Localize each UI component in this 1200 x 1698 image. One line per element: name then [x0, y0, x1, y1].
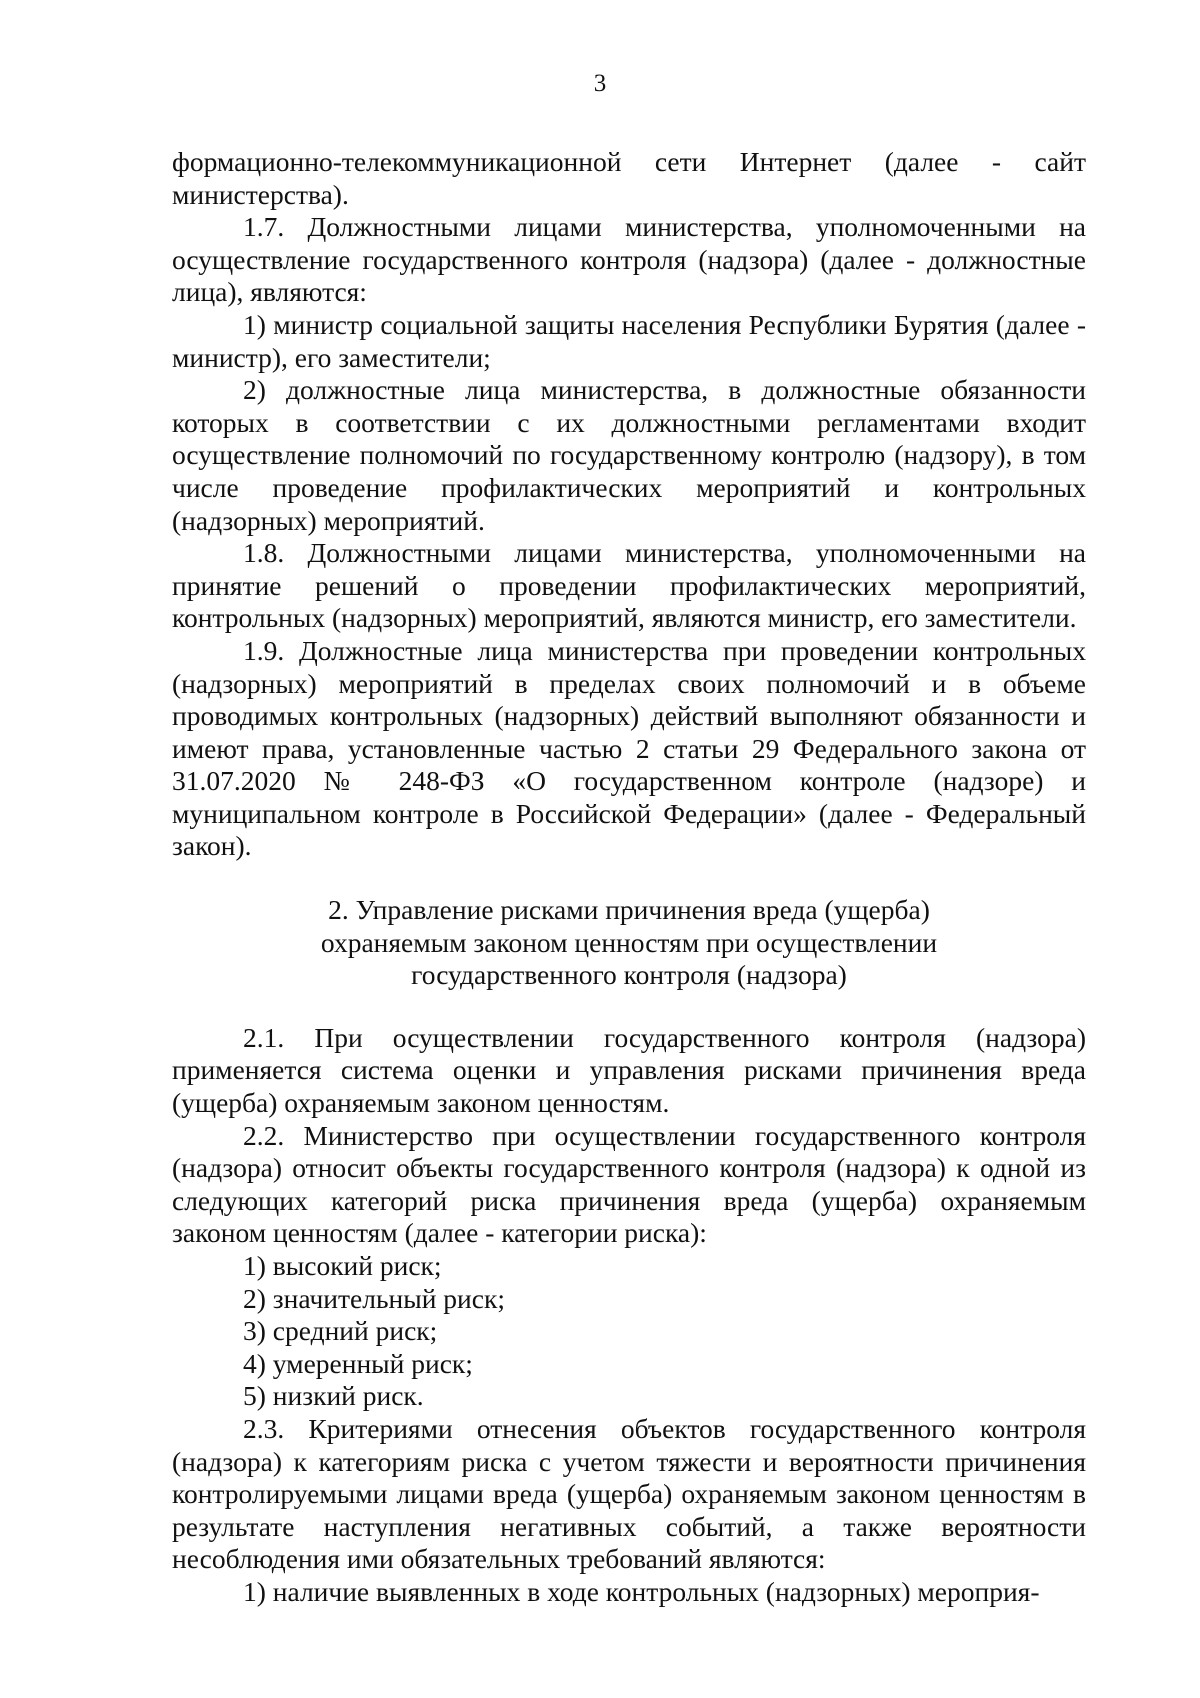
list-item-risk-moderate: 4) умеренный риск; — [243, 1347, 473, 1379]
paragraph-1-9: 1.9. Должностные лица министерства при проведении контрольных (надзорных) мероприятий в пределах своих полномочий и в объеме проводимых контрольных (надзорных) действий выполняют обязанности и имеют права, установленные частью 2 статьи 29 Федерального закона от 31.07.2020 № 248-ФЗ «О государственном контроле (надзоре) и муниципальном контроле в Российской Федерации» (далее - Федеральный закон). — [172, 634, 1086, 862]
section-2-heading — [172, 894, 1086, 992]
list-item-2-3-1: 1) наличие выявленных в ходе контрольных (надзорных) мероприя- — [243, 1575, 1040, 1607]
paragraph-1-8: 1.8. Должностными лицами министерства, уполномоченными на принятие решений о проведении профилактических мероприятий, контрольных (надзорных) мероприятий, являются министр, его заместители. — [172, 537, 1086, 634]
paragraph-2-1: 2.1. При осуществлении государственного контроля (надзора) применяется система оценки и управления рисками причинения вреда (ущерба) охраняемым законом ценностям. — [172, 1021, 1086, 1119]
section-heading-line: 2. Управление рисками причинения вреда (ущерба) — [328, 894, 930, 926]
paragraph-1-7: 1.7. Должностными лицами министерства, уполномоченными на осуществление государственного контроля (надзора) (далее - должностные лица), являются: — [172, 211, 1086, 308]
paragraph-2-2: 2.2. Министерство при осуществлении государственного контроля (надзора) относит объекты государственного контроля (надзора) к одной из следующих категорий риска причинения вреда (ущерба) охраняемым законом ценностям (далее - категории риска): — [172, 1119, 1086, 1249]
document-body — [172, 146, 1086, 1609]
page-number: 3 — [593, 70, 607, 97]
list-item-risk-medium: 3) средний риск; — [243, 1315, 438, 1347]
paragraph-2-3: 2.3. Критериями отнесения объектов государственного контроля (надзора) к категориям риска с учетом тяжести и вероятности причинения контролируемыми лицами вреда (ущерба) охраняемым законом ценностям в результате наступления негативных событий, а также вероятности несоблюдения ими обязательных требований являются: — [172, 1412, 1086, 1575]
paragraph-site-continuation: формационно-телекоммуникационной сети Интернет (далее - сайт министерства). — [172, 146, 1086, 210]
section-heading-line: государственного контроля (надзора) — [411, 959, 847, 991]
section-heading-line: охраняемым законом ценностям при осуществлении — [320, 926, 938, 958]
list-item-1-7-2: 2) должностные лица министерства, в должностные обязанности которых в соответствии с их должностными регламентами входит осуществление полномочий по государственному контролю (надзору), в том числе проведение профилактических мероприятий и контрольных (надзорных) мероприятий. — [172, 374, 1086, 536]
list-item-risk-significant: 2) значительный риск; — [243, 1282, 505, 1314]
list-item-1-7-1: 1) министр социальной защиты населения Республики Бурятия (далее - министр), его заместители; — [172, 308, 1086, 373]
list-item-risk-high: 1) высокий риск; — [243, 1250, 442, 1281]
list-item-risk-low: 5) низкий риск. — [243, 1380, 424, 1412]
